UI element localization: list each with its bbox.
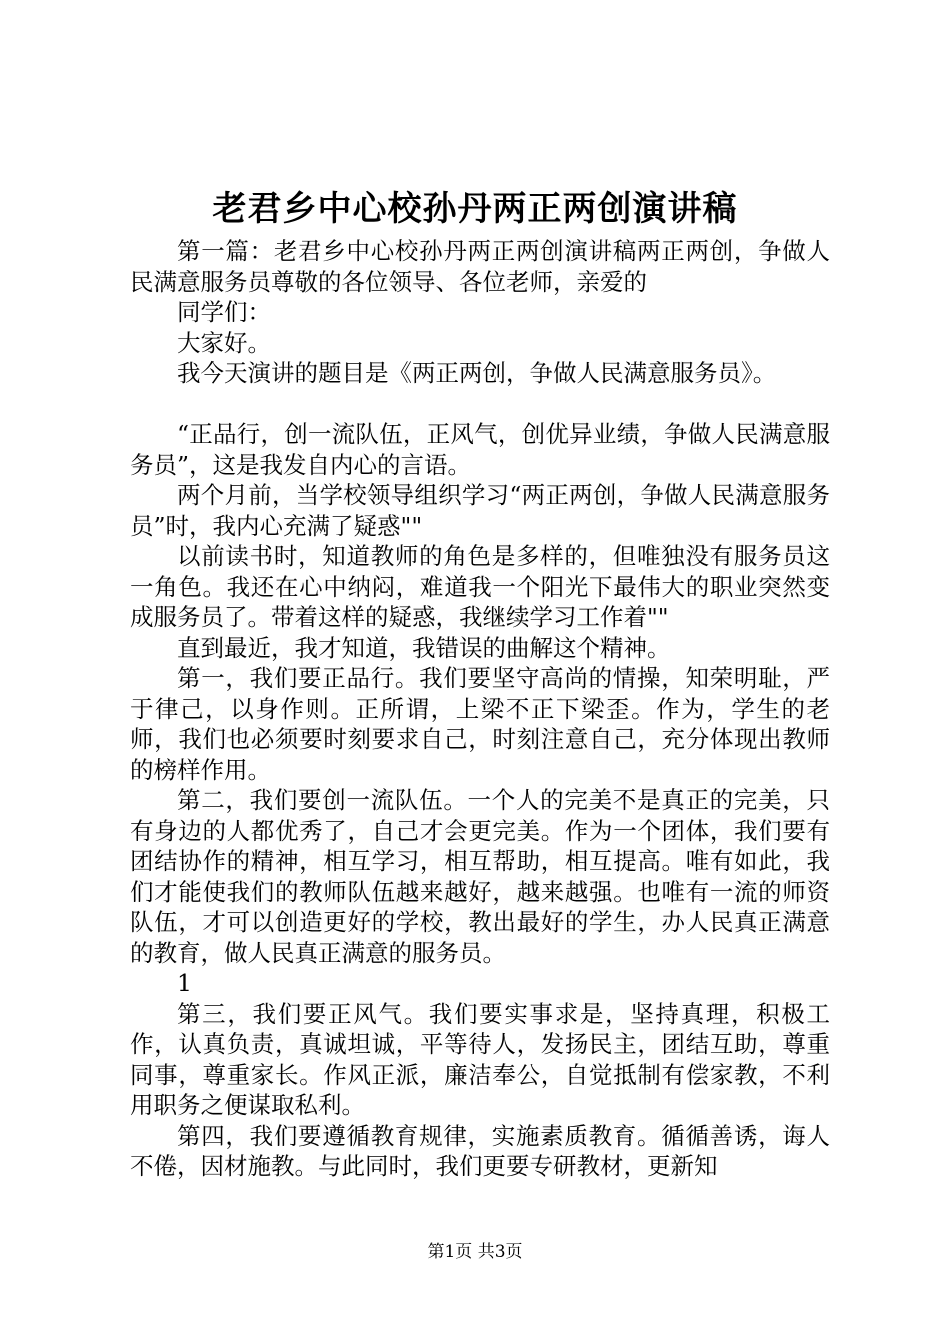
paragraph-third-point: 第三，我们要正风气。我们要实事求是，坚持真理，积极工作，认真负责，真诚坦诚，平等待人，发扬民主，团结互助，尊重同事，尊重家长。作风正派，廉洁奉公，自觉抵制有偿家教，不利用职务之便谋取私利。: [130, 999, 830, 1119]
paragraph-slogan: “正品行，创一流队伍，正风气，创优异业绩，争做人民满意服务员”，这是我发自内心的言语。: [130, 420, 830, 479]
paragraph-salutation: 同学们：: [177, 298, 271, 326]
paragraph-greeting: 大家好。: [177, 328, 271, 357]
inline-page-marker: 1: [177, 969, 192, 997]
page-footer: 第1页 共3页: [427, 1242, 523, 1262]
document-title: 老君乡中心校孙丹两正两创演讲稿: [212, 189, 738, 229]
document-body: [130, 236, 830, 1182]
paragraph-second-point: 第二，我们要创一流队伍。一个人的完美不是真正的完美，只有身边的人都优秀了，自己才会更完美。作为一个团体，我们要有团结协作的精神，相互学习，相互帮助，相互提高。唯有如此，我们才能使我们的教师队伍越来越好，越来越强。也唯有一流的师资队伍，才可以创造更好的学校，教出最好的学生，办人民真正满意的教育，做人民真正满意的服务员。: [130, 786, 830, 967]
paragraph-recently: 直到最近，我才知道，我错误的曲解这个精神。: [177, 633, 671, 662]
paragraph-before: 以前读书时，知道教师的角色是多样的，但唯独没有服务员这一角色。我还在心中纳闷，难道我一个阳光下最伟大的职业突然变成服务员了。带着这样的疑惑，我继续学习工作着"": [130, 542, 830, 631]
paragraph-two-months-ago: 两个月前，当学校领导组织学习“两正两创，争做人民满意服务员”时，我内心充满了疑惑"": [130, 481, 830, 540]
paragraph-topic: 我今天演讲的题目是《两正两创，争做人民满意服务员》。: [177, 359, 777, 387]
paragraph-intro: 第一篇：老君乡中心校孙丹两正两创演讲稿两正两创，争做人民满意服务员尊敬的各位领导、各位老师，亲爱的: [130, 237, 830, 296]
paragraph-first-point: 第一，我们要正品行。我们要坚守高尚的情操，知荣明耻，严于律己，以身作则。正所谓，上梁不正下梁歪。作为，学生的老师，我们也必须要时刻要求自己，时刻注意自己，充分体现出教师的榜样作用。: [130, 664, 830, 784]
paragraph-fourth-point: 第四，我们要遵循教育规律，实施素质教育。循循善诱，诲人不倦，因材施教。与此同时，我们更要专研教材，更新知: [130, 1121, 830, 1180]
